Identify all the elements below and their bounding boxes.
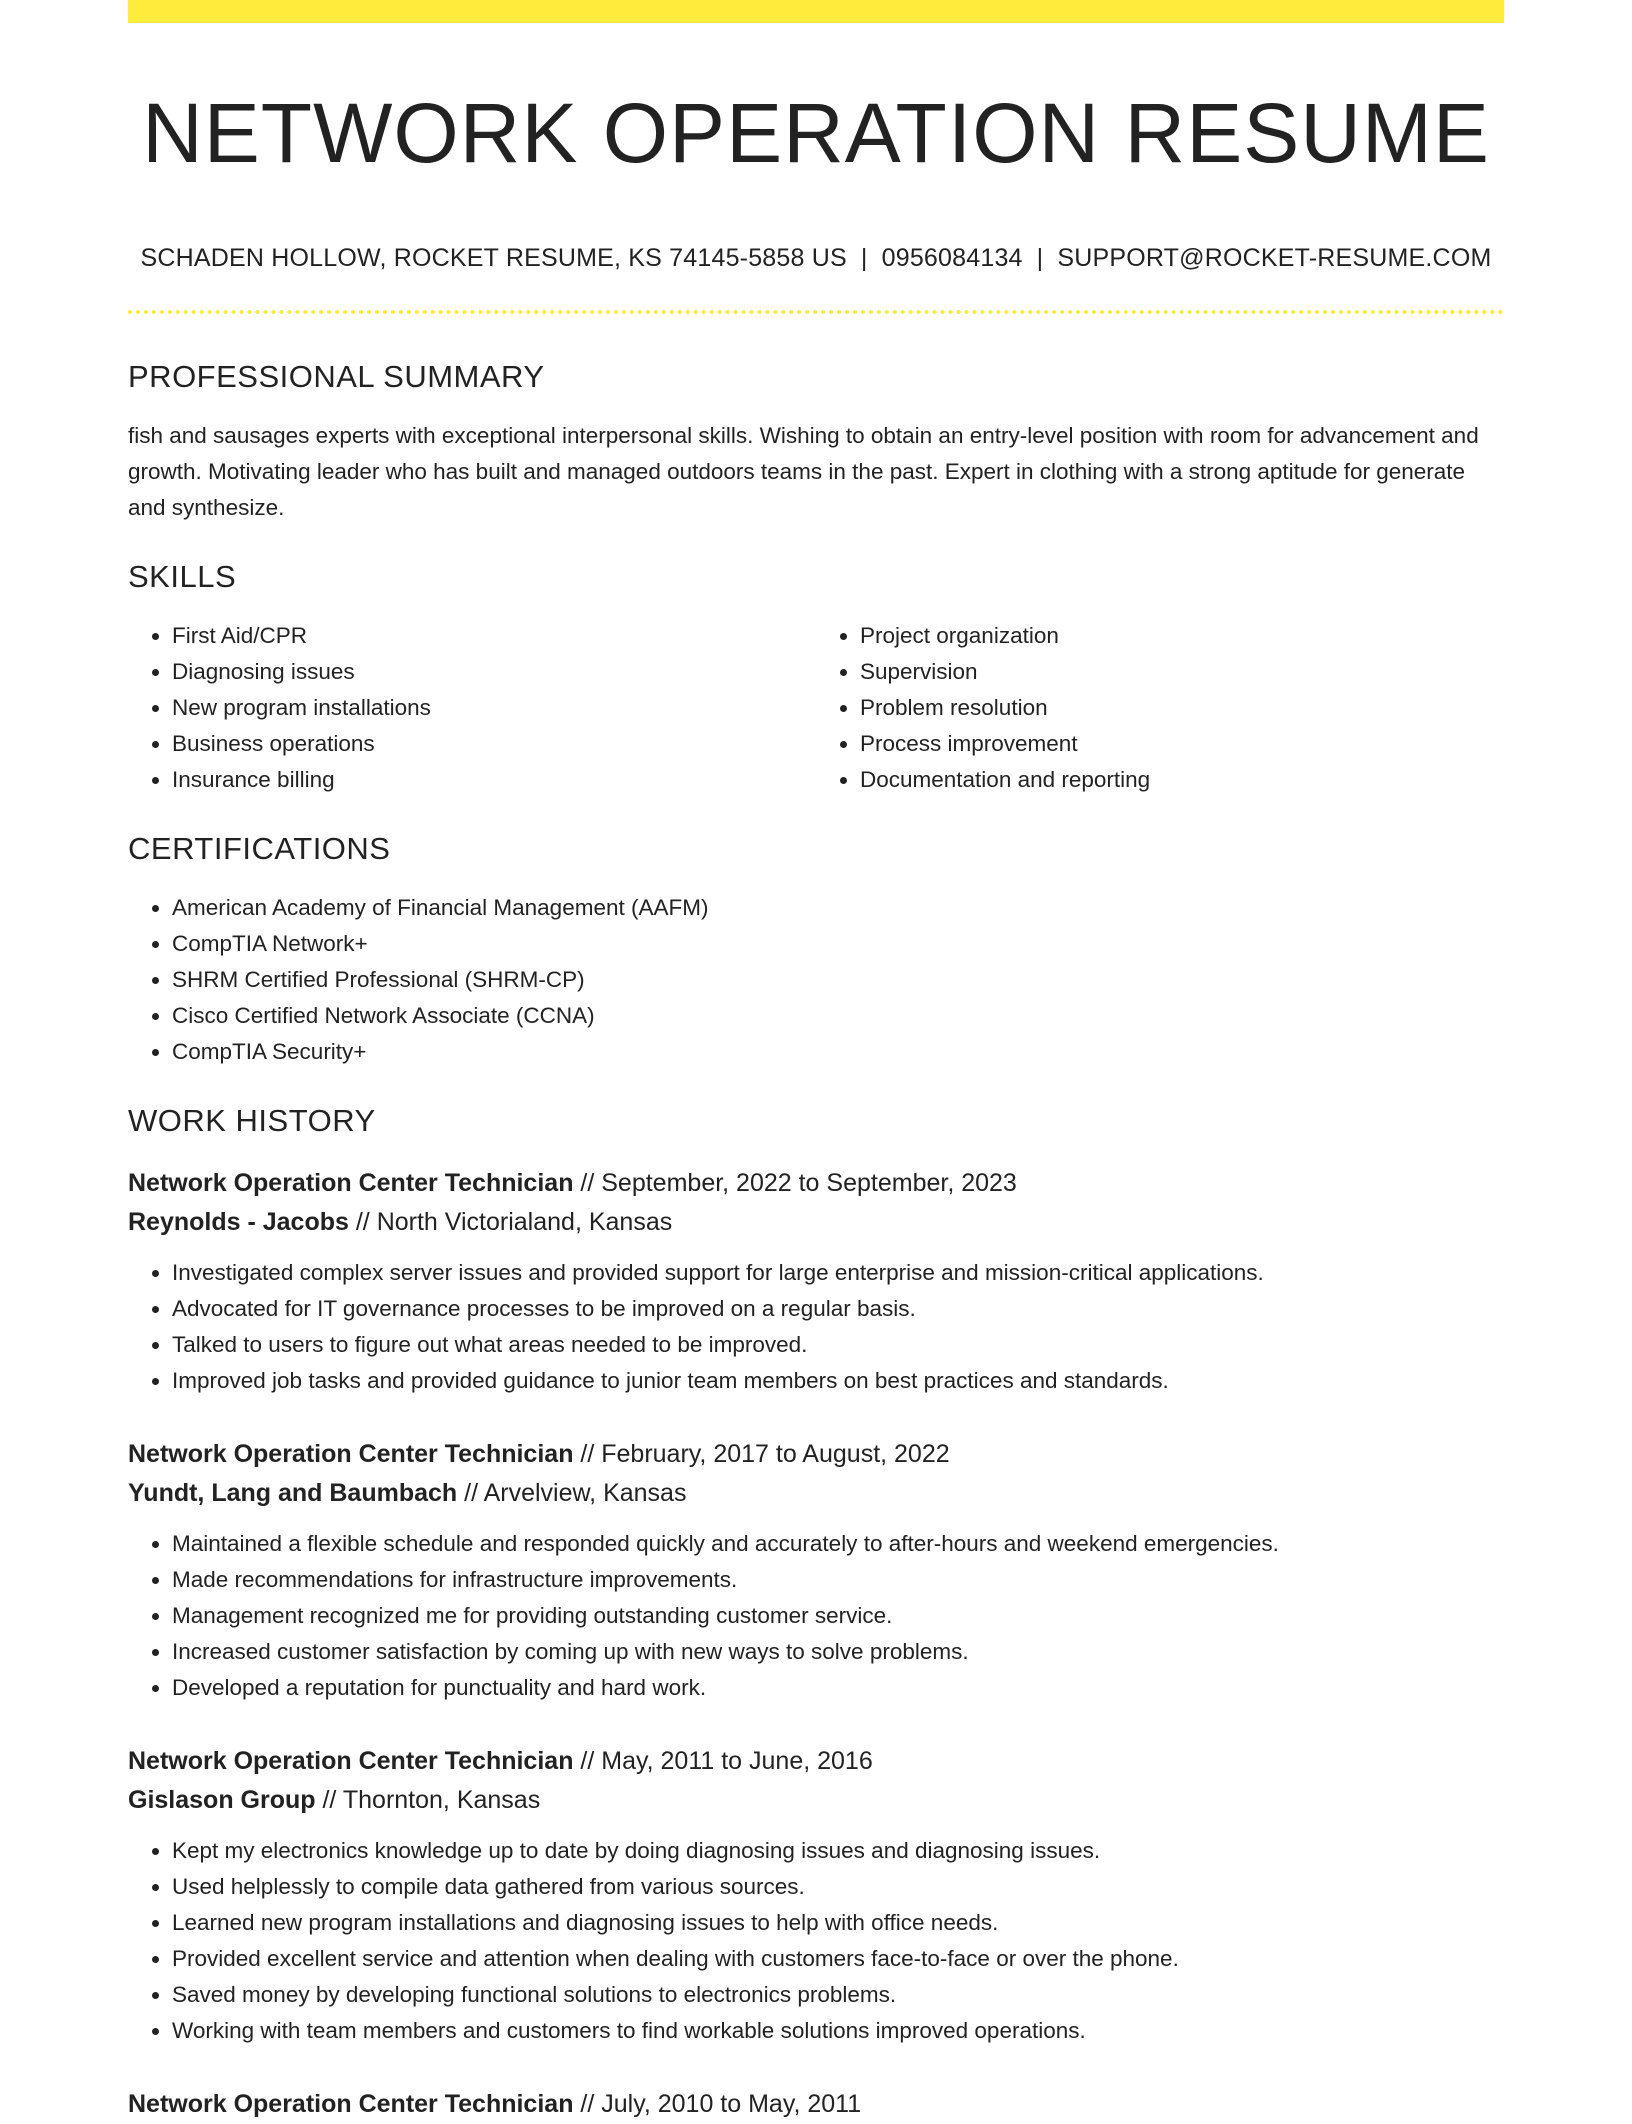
certifications-heading: CERTIFICATIONS xyxy=(128,831,391,866)
job-bullet: • Maintained a flexible schedule and responded quickly and accurately to after-hours and weekend emergencies. xyxy=(172,1526,1504,1562)
job-dates: // May, 2011 to June, 2016 xyxy=(573,1747,873,1775)
skill-item: • Business operations xyxy=(172,726,816,762)
job-bullet: • Management recognized me for providing outstanding customer service. xyxy=(172,1598,1504,1634)
skill-item: • Process improvement xyxy=(860,726,1504,762)
summary-text: fish and sausages experts with exceptional interpersonal skills. Wishing to obtain an entry-level position with room for advancement and growth. Motivating leader who has built and managed outdoors teams in the past. Expert in clothing with a strong aptitude for generate and synthesize. xyxy=(128,423,1479,520)
job-bullets xyxy=(128,1526,1504,1706)
job-title-line xyxy=(128,1164,1504,1203)
skill-item: • Documentation and reporting xyxy=(860,762,1504,798)
contact-address: SCHADEN HOLLOW, ROCKET RESUME, KS 74145-5858 US xyxy=(140,244,847,272)
job-bullet: • Working with team members and customers to find workable solutions improved operations. xyxy=(172,2013,1504,2049)
job-entry xyxy=(128,2085,1504,2124)
contact-separator: | xyxy=(860,244,868,272)
skill-item: • Diagnosing issues xyxy=(172,654,816,690)
contact-email: SUPPORT@ROCKET-RESUME.COM xyxy=(1057,244,1492,272)
job-entry xyxy=(128,1742,1504,2049)
work-history-heading: WORK HISTORY xyxy=(128,1103,376,1138)
skills-list-left xyxy=(128,618,816,798)
skill-item: • Supervision xyxy=(860,654,1504,690)
top-accent-bar xyxy=(128,0,1504,23)
contact-phone: 0956084134 xyxy=(881,244,1023,272)
job-location: // Arvelview, Kansas xyxy=(457,1479,687,1507)
skills-heading: SKILLS xyxy=(128,559,237,594)
job-bullet: • Improved job tasks and provided guidance to junior team members on best practices and standards. xyxy=(172,1363,1504,1399)
job-bullet: • Developed a reputation for punctuality and hard work. xyxy=(172,1670,1504,1706)
job-title: Network Operation Center Technician xyxy=(128,1440,574,1468)
job-dates: // September, 2022 to September, 2023 xyxy=(573,1169,1017,1197)
resume-page xyxy=(128,0,1504,2124)
job-bullet: • Made recommendations for infrastructure improvements. xyxy=(172,1562,1504,1598)
job-entry xyxy=(128,1435,1504,1706)
job-company-line xyxy=(128,1474,1504,1513)
certification-item: • Cisco Certified Network Associate (CCNA) xyxy=(172,998,1504,1034)
job-bullet: • Increased customer satisfaction by coming up with new ways to solve problems. xyxy=(172,1634,1504,1670)
job-company: Gislason Group xyxy=(128,1786,316,1814)
job-entry xyxy=(128,1164,1504,1399)
job-title: Network Operation Center Technician xyxy=(128,1747,574,1775)
resume-title: NETWORK OPERATION RESUME xyxy=(142,86,1490,180)
skill-item: • First Aid/CPR xyxy=(172,618,816,654)
summary-heading: PROFESSIONAL SUMMARY xyxy=(128,359,545,394)
job-bullets xyxy=(128,1255,1504,1399)
job-bullet: • Talked to users to figure out what areas needed to be improved. xyxy=(172,1327,1504,1363)
job-dates: // February, 2017 to August, 2022 xyxy=(573,1440,950,1468)
job-title-line xyxy=(128,2085,1504,2124)
job-title-line xyxy=(128,1742,1504,1781)
job-company-line xyxy=(128,1203,1504,1242)
skill-item: • Insurance billing xyxy=(172,762,816,798)
certification-item: • CompTIA Network+ xyxy=(172,926,1504,962)
certification-item: • American Academy of Financial Management (AAFM) xyxy=(172,890,1504,926)
job-bullet: • Kept my electronics knowledge up to date by doing diagnosing issues and diagnosing issues. xyxy=(172,1833,1504,1869)
certification-item: • CompTIA Security+ xyxy=(172,1034,1504,1070)
skill-item: • Problem resolution xyxy=(860,690,1504,726)
job-title: Network Operation Center Technician xyxy=(128,2090,574,2118)
job-company: Reynolds - Jacobs xyxy=(128,1208,349,1236)
job-bullet: • Advocated for IT governance processes to be improved on a regular basis. xyxy=(172,1291,1504,1327)
job-bullet: • Saved money by developing functional solutions to electronics problems. xyxy=(172,1977,1504,2013)
job-company-line xyxy=(128,1781,1504,1820)
job-title-line xyxy=(128,1435,1504,1474)
job-bullet: • Investigated complex server issues and provided support for large enterprise and mission-critical applications. xyxy=(172,1255,1504,1291)
job-bullet: • Provided excellent service and attention when dealing with customers face-to-face or over the phone. xyxy=(172,1941,1504,1977)
job-title: Network Operation Center Technician xyxy=(128,1169,574,1197)
job-bullet: • Learned new program installations and diagnosing issues to help with office needs. xyxy=(172,1905,1504,1941)
job-bullet: • Used helplessly to compile data gathered from various sources. xyxy=(172,1869,1504,1905)
dotted-divider xyxy=(128,310,1504,314)
contact-info xyxy=(128,243,1504,273)
certification-item: • SHRM Certified Professional (SHRM-CP) xyxy=(172,962,1504,998)
job-bullets xyxy=(128,1833,1504,2049)
contact-separator: | xyxy=(1036,244,1044,272)
job-dates: // July, 2010 to May, 2011 xyxy=(573,2090,862,2118)
skill-item: • Project organization xyxy=(860,618,1504,654)
job-location: // Thornton, Kansas xyxy=(315,1786,541,1814)
certifications-list xyxy=(128,890,1504,1070)
job-location: // North Victorialand, Kansas xyxy=(348,1208,673,1236)
job-company: Yundt, Lang and Baumbach xyxy=(128,1479,458,1507)
skill-item: • New program installations xyxy=(172,690,816,726)
skills-grid xyxy=(128,618,1504,798)
skills-list-right xyxy=(816,618,1504,798)
